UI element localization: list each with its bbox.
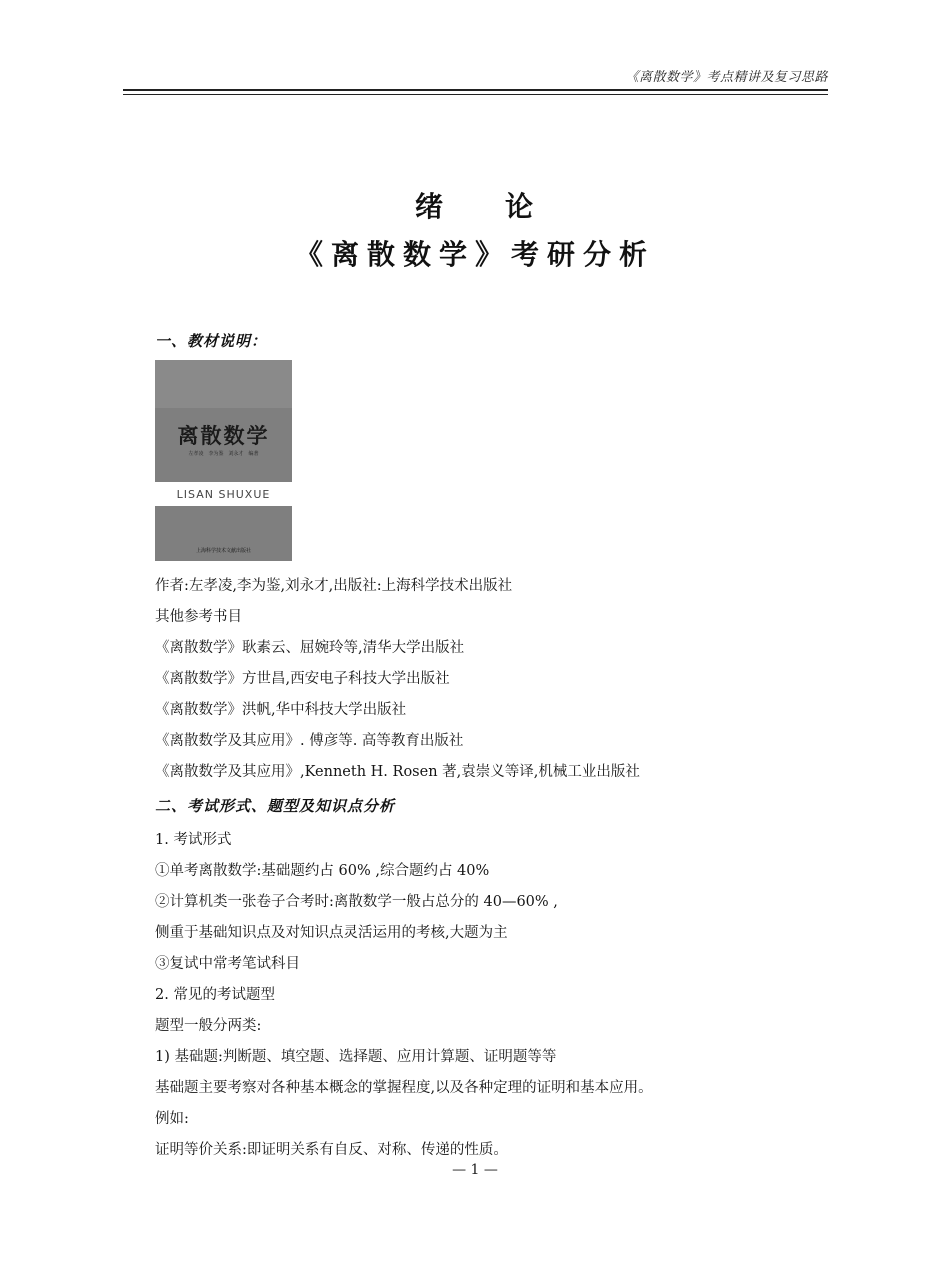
cover-top-band: [155, 360, 292, 408]
reference-heading: 其他参考书目: [155, 609, 242, 625]
running-head: 《离散数学》考点精讲及复习思路: [625, 70, 828, 85]
paragraph-line: 1. 考试形式: [155, 832, 232, 848]
cover-publisher: 上海科学技术文献出版社: [195, 548, 251, 554]
paragraph-line: 例如:: [155, 1111, 189, 1127]
paragraph-line: ②计算机类一张卷子合考时:离散数学一般占总分的 40—60% ,: [155, 894, 558, 910]
paragraph-line: 题型一般分两类:: [155, 1018, 262, 1034]
paragraph-line: ①单考离散数学:基础题约占 60% ,综合题约占 40%: [155, 863, 490, 879]
reference-item: 《离散数学》耿素云、屈婉玲等,清华大学出版社: [155, 640, 465, 656]
paragraph-line: ③复试中常考笔试科目: [155, 956, 300, 972]
paragraph-line: 1) 基础题:判断题、填空题、选择题、应用计算题、证明题等等: [155, 1049, 557, 1065]
cover-authors: 左孝凌 李为鉴 刘永才 编著: [188, 451, 259, 457]
paragraph-line: 侧重于基础知识点及对知识点灵活运用的考核,大题为主: [155, 925, 508, 941]
paragraph-line: 基础题主要考察对各种基本概念的掌握程度,以及各种定理的证明和基本应用。: [155, 1080, 653, 1096]
reference-item: 《离散数学及其应用》. 傅彦等. 高等教育出版社: [155, 733, 464, 749]
book-cover-image: [155, 360, 292, 561]
reference-item: 《离散数学》方世昌,西安电子科技大学出版社: [155, 671, 450, 687]
author-line: 作者:左孝凌,李为鉴,刘永才,出版社:上海科学技术出版社: [155, 578, 513, 594]
page-number: — 1 —: [452, 1162, 498, 1178]
chapter-subtitle: 《离散数学》考研分析: [294, 238, 655, 271]
cover-title: 离散数学: [177, 424, 270, 448]
header-rule-thin: [123, 94, 828, 95]
chapter-title-left: 绪: [414, 190, 445, 223]
paragraph-line: 2. 常见的考试题型: [155, 987, 275, 1003]
reference-item: 《离散数学及其应用》,Kenneth H. Rosen 著,袁崇义等译,机械工业出版社: [155, 764, 640, 780]
section-heading-textbook: 一、教材说明：: [155, 332, 268, 350]
section-heading-exam: 二、考试形式、题型及知识点分析: [155, 797, 396, 815]
chapter-title-right: 论: [505, 190, 536, 223]
cover-pinyin-title: LISAN SHUXUE: [176, 488, 271, 501]
header-rule-thick: [123, 89, 828, 91]
paragraph-line: 证明等价关系:即证明关系有自反、对称、传递的性质。: [155, 1142, 508, 1158]
chapter-title: [0, 185, 950, 225]
reference-item: 《离散数学》洪帆,华中科技大学出版社: [155, 702, 407, 718]
